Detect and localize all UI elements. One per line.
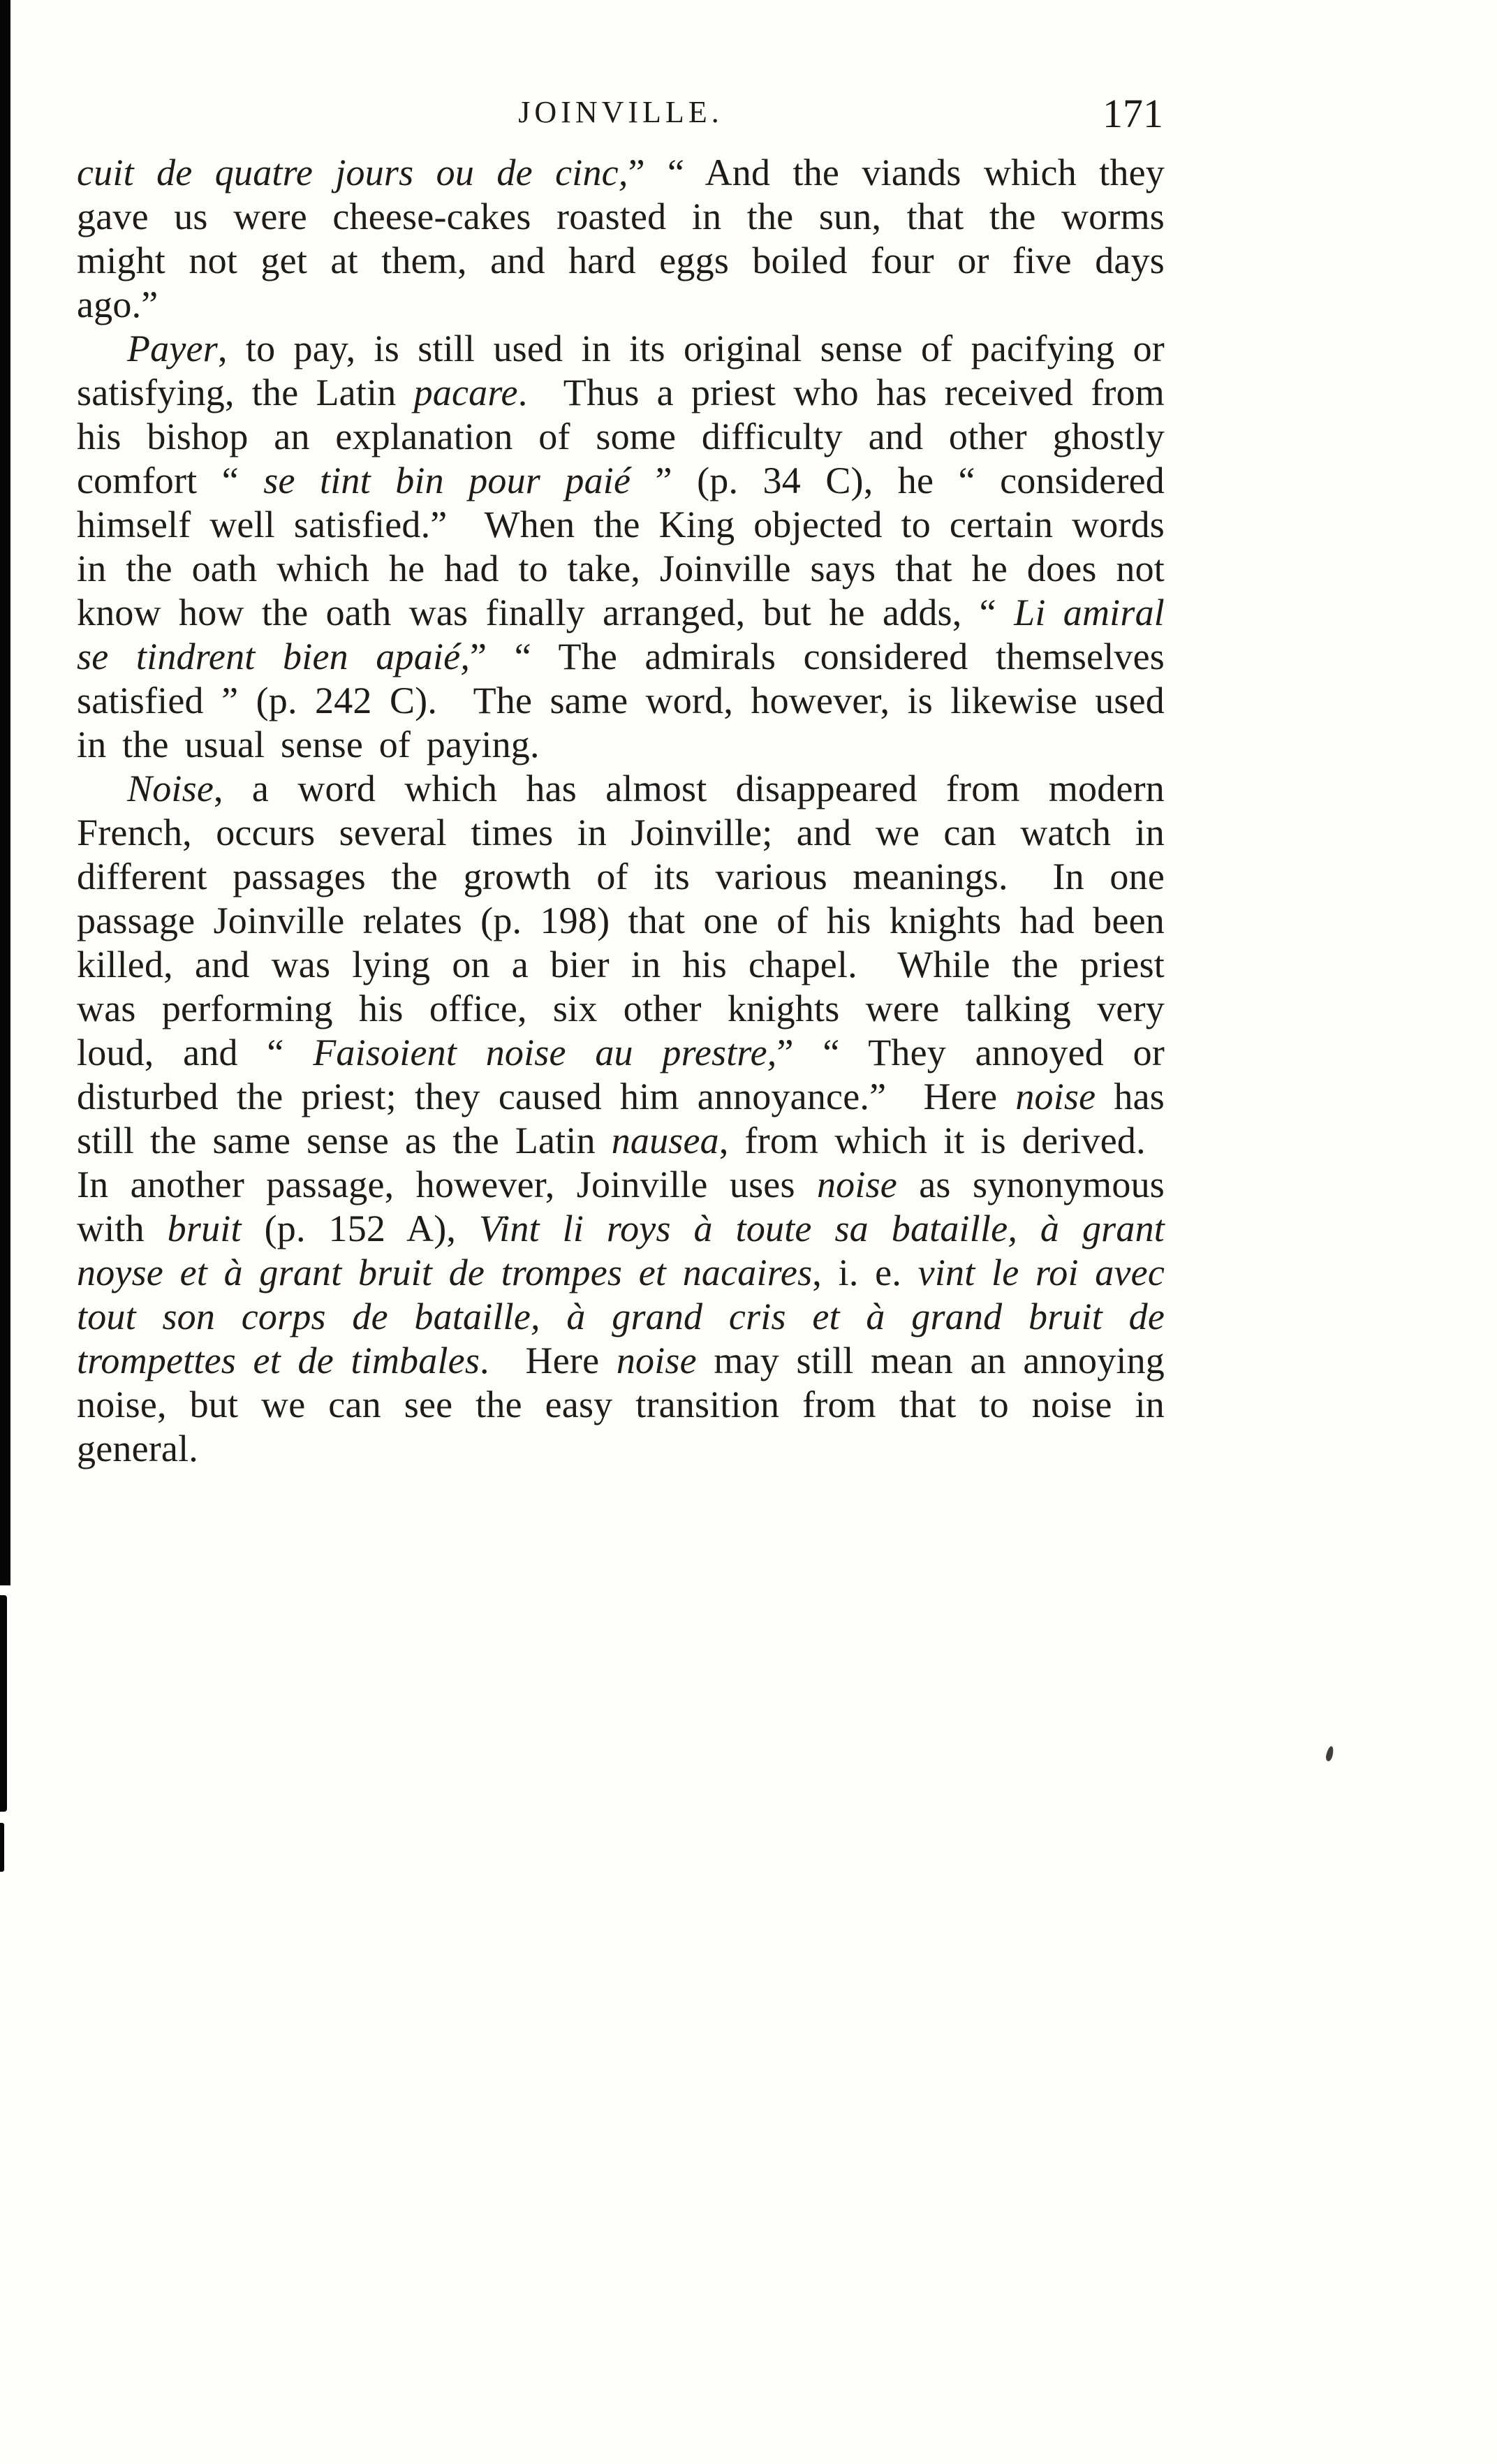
italic-segment: se tint bin pour paié (263, 460, 631, 501)
paragraph (77, 767, 1165, 1471)
italic-segment: Payer (127, 328, 218, 369)
italic-segment: pacare (413, 372, 518, 413)
text-segment: ” “ And the viands which they gave us were cheese-cakes roasted in the sun, that the worms might not get at them, and hard eggs boiled four or five days ago.” (77, 152, 1165, 325)
italic-segment: noise (616, 1340, 697, 1381)
scan-binding-edge (0, 0, 10, 1585)
text-segment: ” “ The admirals considered themselves satisfied ” (p. 242 C). The same word, however, is likewise used in the usual sense of paying. (77, 636, 1165, 765)
italic-segment: Li amiral se tindrent bien apaié, (77, 592, 1165, 677)
text-segment: has still the same sense as the Latin (77, 1076, 1165, 1161)
italic-segment: Faisoient noise au prestre, (313, 1032, 777, 1073)
text-segment: , from which it is derived. In another passage, however, Joinville uses (77, 1120, 1165, 1205)
page-number: 171 (1103, 91, 1163, 136)
scan-speck (1325, 1745, 1334, 1762)
paragraph (77, 327, 1165, 767)
text-segment: , to pay, is still used in its original sense of pacifying or satisfying, the Latin (77, 328, 1165, 413)
running-title: JOINVILLE. (518, 95, 723, 129)
text-segment: , a word which has almost disappeared from modern French, occurs several times in Joinville; and we can watch in different passages the growth of its various meanings. In one passage Joinville relates (p. 198) that one of his knights had been killed, and was lying on a bier in his chapel. While the priest was performing his office, six other knights were talking very loud, and “ (77, 768, 1165, 1073)
italic-segment: Noise (127, 768, 214, 809)
italic-segment: noise (1015, 1076, 1096, 1117)
italic-segment: cuit de quatre jours ou de cinc, (77, 152, 628, 193)
text-segment: . Here (480, 1340, 617, 1381)
page-content (77, 78, 1165, 1471)
text-segment: ” “ They annoyed or disturbed the priest; they caused him annoyance.” Here (77, 1032, 1165, 1117)
body-text (77, 151, 1165, 1471)
page-header (77, 78, 1165, 137)
scan-binding-edge-tip (0, 1823, 4, 1872)
italic-segment: bruit (167, 1208, 242, 1249)
paragraph (77, 151, 1165, 327)
italic-segment: vint le roi avec tout son corps de bataille, à grand cris et à grand bruit de trompettes et de timbales (77, 1252, 1165, 1381)
text-segment: , i. e. (812, 1252, 918, 1293)
italic-segment: nausea (611, 1120, 719, 1161)
italic-segment: noise (816, 1164, 897, 1205)
text-segment: ” (p. 34 C), he “ considered himself well satisfied.” When the King objected to certain words in the oath which he had to take, Joinville says that he does not know how the oath was finally arranged, but he adds, “ (77, 460, 1165, 633)
text-segment: as synonymous with (77, 1164, 1165, 1249)
text-segment: may still mean an annoying noise, but we can see the easy transition from that to noise in general. (77, 1340, 1165, 1469)
text-segment: . Thus a priest who has received from his bishop an explanation of some difficulty and other ghostly comfort “ (77, 372, 1165, 501)
text-segment: (p. 152 A), (241, 1208, 479, 1249)
italic-segment: Vint li roys à toute sa bataille, à grant noyse et à grant bruit de trompes et nacaires (77, 1208, 1165, 1293)
scan-binding-edge-lower (0, 1595, 7, 1812)
